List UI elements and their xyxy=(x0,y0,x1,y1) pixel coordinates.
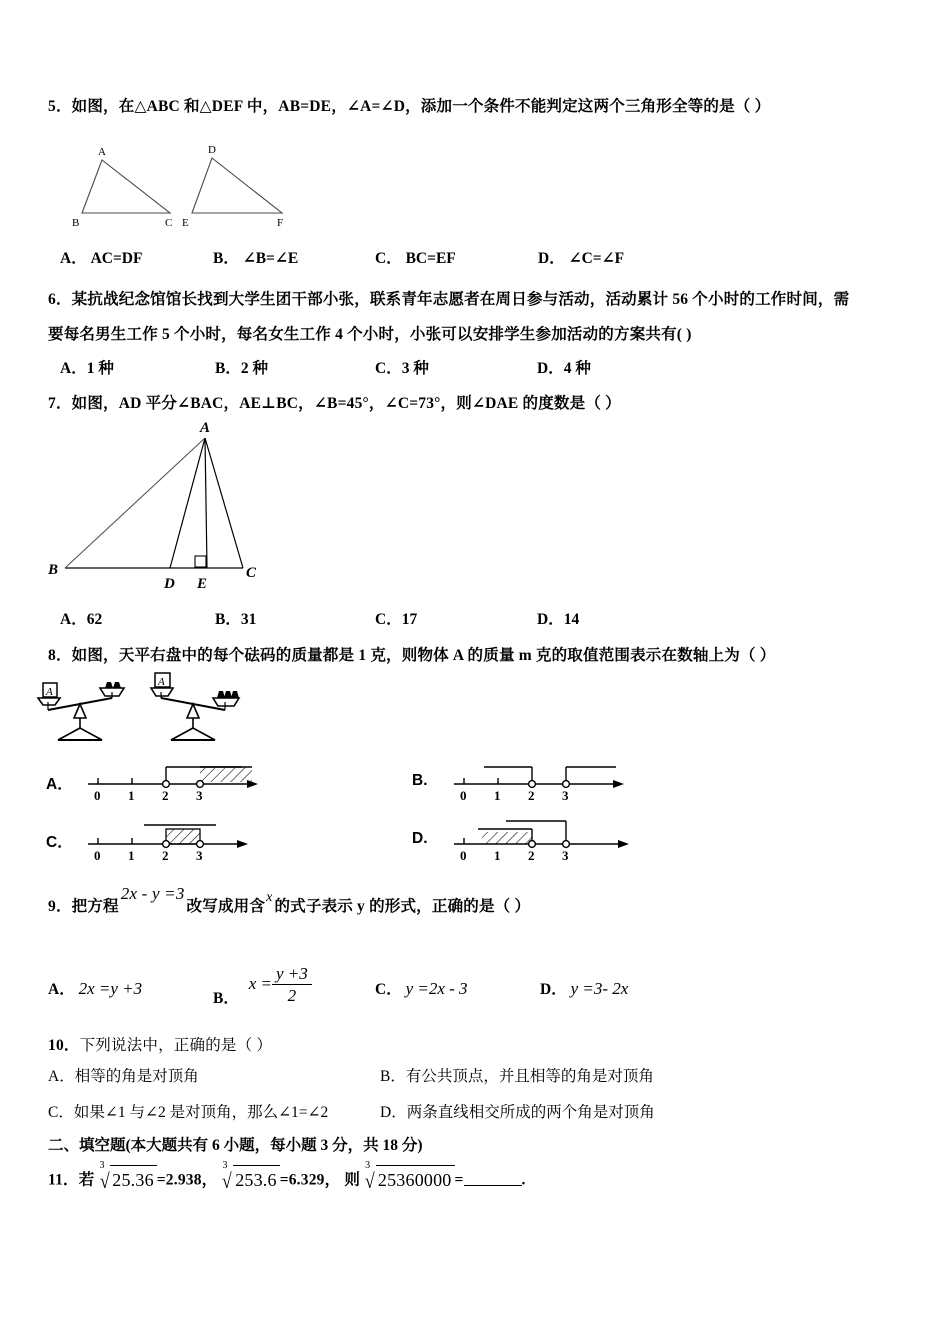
figure-triangle-ad-ae xyxy=(40,420,300,595)
cube-root-2: 3 √ 253.6 xyxy=(221,1165,279,1197)
q6-option-a[interactable]: A．1 种 xyxy=(60,360,114,377)
figure-balance-scales xyxy=(38,676,253,748)
q9-option-d[interactable]: D． y =3- 2x xyxy=(540,979,629,998)
tick-2: 2 xyxy=(528,848,535,863)
question-9-stem xyxy=(48,884,531,919)
question-7-text: 如图，AD 平分∠BAC，AE⊥BC，∠B=45°，∠C=73°，则∠DAE 的度数是（ ） xyxy=(71,395,621,412)
numberline-option-d xyxy=(448,812,648,864)
q7-option-d[interactable]: D．14 xyxy=(537,611,580,628)
balance-scale-right xyxy=(151,673,239,740)
question-9-options xyxy=(0,957,950,1008)
q7-option-b[interactable]: B．31 xyxy=(215,611,257,628)
tick-3: 3 xyxy=(196,788,203,803)
q6-option-b[interactable]: B．2 种 xyxy=(215,360,268,377)
tick-1: 1 xyxy=(128,848,135,863)
tick-1: 1 xyxy=(494,788,501,803)
tick-3: 3 xyxy=(196,848,203,863)
cube-root-3: 3 √ 25360000 xyxy=(364,1165,454,1197)
q7-option-c[interactable]: C．17 xyxy=(375,611,418,628)
triangle-label-F: F xyxy=(277,217,284,229)
question-6-text-2: 要每名男生工作 5 个小时，每名女生工作 4 个小时，小张可以安排学生参加活动的方案共有( ) xyxy=(48,326,692,343)
q7-option-a[interactable]: A．62 xyxy=(60,611,103,628)
question-8-text: 如图，天平右盘中的每个砝码的质量都是 1 克，则物体 A 的质量 m 克的取值范围表示在数轴上为（ ） xyxy=(71,647,776,664)
tick-0: 0 xyxy=(460,848,467,863)
question-6-options xyxy=(0,356,950,378)
q10-option-a[interactable]: A．相等的角是对顶角 xyxy=(48,1068,199,1085)
q8-option-d-letter[interactable]: D. xyxy=(412,830,428,847)
tick-1: 1 xyxy=(494,848,501,863)
q6-option-c[interactable]: C．3 种 xyxy=(375,360,429,377)
question-7-number: 7． xyxy=(48,395,72,412)
question-10-stem xyxy=(48,1034,272,1057)
triangle-label-D: D xyxy=(208,144,216,156)
q6-option-d[interactable]: D．4 种 xyxy=(537,360,591,377)
question-7-options xyxy=(0,607,950,629)
object-label-A-right: A xyxy=(158,676,165,688)
question-6-stem-line1 xyxy=(48,288,849,311)
tick-0: 0 xyxy=(94,848,101,863)
question-9-number: 9． xyxy=(48,898,72,915)
q5-option-b[interactable]: B． ∠B=∠E xyxy=(213,250,299,267)
triangle-label-B: B xyxy=(72,217,80,229)
question-11-eq3: = xyxy=(454,1171,464,1189)
q5-option-a[interactable]: A． AC=DF xyxy=(60,250,143,267)
tick-2: 2 xyxy=(162,788,169,803)
tick-3: 3 xyxy=(562,848,569,863)
tick-0: 0 xyxy=(460,788,467,803)
q10-option-d[interactable]: D．两条直线相交所成的两个角是对顶角 xyxy=(380,1104,655,1121)
question-9-text-before: 把方程 xyxy=(71,898,119,915)
q9-option-a[interactable]: A． 2x =y +3 xyxy=(48,979,143,998)
question-5-stem xyxy=(48,95,770,118)
triangle-label-E: E xyxy=(182,217,189,229)
tick-2: 2 xyxy=(528,788,535,803)
question-6-text-1: 某抗战纪念馆馆长找到大学生团干部小张，联系青年志愿者在周日参与活动，活动累计 56 个小时的工作时间，需 xyxy=(71,291,850,308)
question-6-number: 6． xyxy=(48,291,72,308)
q9-option-b[interactable]: B． x = $\frac{y +3}{2}$ xyxy=(213,977,306,1021)
q5-option-d[interactable]: D． ∠C=∠F xyxy=(538,250,625,267)
answer-blank[interactable] xyxy=(464,1172,522,1186)
cube-root-1: 3 √ 25.36 xyxy=(99,1165,157,1197)
triangle-label-A: A xyxy=(98,146,106,158)
question-11-eq2: =6.329， xyxy=(279,1171,341,1189)
q8-option-b-letter[interactable]: B. xyxy=(412,772,428,789)
question-11 xyxy=(48,1160,526,1197)
question-9-text-after: 的式子表示 y 的形式，正确的是（ ） xyxy=(274,898,531,915)
question-11-connector: 则 xyxy=(344,1171,361,1189)
question-11-prefix: 若 xyxy=(78,1171,95,1189)
question-7-stem xyxy=(48,392,621,415)
label-B: B xyxy=(48,562,59,578)
question-9-equation: 2x - y =3 xyxy=(120,884,185,903)
balance-scale-left xyxy=(38,682,124,740)
q10-option-b[interactable]: B．有公共顶点，并且相等的角是对顶角 xyxy=(380,1068,654,1085)
figure-two-triangles xyxy=(70,140,350,232)
q8-option-c-letter[interactable]: C． xyxy=(46,834,73,851)
question-5-number: 5． xyxy=(48,98,72,115)
label-C: C xyxy=(246,565,257,581)
question-10-text: 下列说法中，正确的是（ ） xyxy=(79,1037,273,1054)
numberline-option-a xyxy=(82,752,272,804)
question-10-number: 10． xyxy=(48,1037,80,1054)
label-A: A xyxy=(200,420,211,436)
question-9-variable: x xyxy=(266,890,273,905)
q10-option-c[interactable]: C．如果∠1 与∠2 是对顶角，那么∠1=∠2 xyxy=(48,1104,329,1121)
numberline-option-b xyxy=(448,752,638,804)
question-11-suffix: . xyxy=(521,1171,526,1189)
section-2-heading: 二、填空题(本大题共有 6 小题，每小题 3 分，共 18 分) xyxy=(48,1137,423,1154)
numberline-option-c xyxy=(82,812,272,864)
tick-1: 1 xyxy=(128,788,135,803)
q9-option-c[interactable]: C． y =2x - 3 xyxy=(375,979,468,998)
question-11-eq1: =2.938， xyxy=(156,1171,218,1189)
tick-2: 2 xyxy=(162,848,169,863)
q8-option-a-letter[interactable]: A． xyxy=(46,776,73,793)
label-D: D xyxy=(164,576,175,592)
question-9-text-middle: 改写成用含 xyxy=(186,898,266,915)
question-5-text: 如图，在△ABC 和△DEF 中，AB=DE，∠A=∠D，添加一个条件不能判定这两个三角形全等的是（ ） xyxy=(71,98,771,115)
question-11-number: 11． xyxy=(48,1171,79,1189)
tick-3: 3 xyxy=(562,788,569,803)
tick-0: 0 xyxy=(94,788,101,803)
object-label-A-left: A xyxy=(46,686,53,698)
question-5-options xyxy=(0,246,950,268)
question-8-stem xyxy=(48,644,775,667)
question-6-stem-line2 xyxy=(48,323,692,346)
triangle-label-C: C xyxy=(165,217,173,229)
label-E: E xyxy=(197,576,208,592)
question-8-number: 8． xyxy=(48,647,72,664)
q5-option-c[interactable]: C． BC=EF xyxy=(375,250,456,267)
